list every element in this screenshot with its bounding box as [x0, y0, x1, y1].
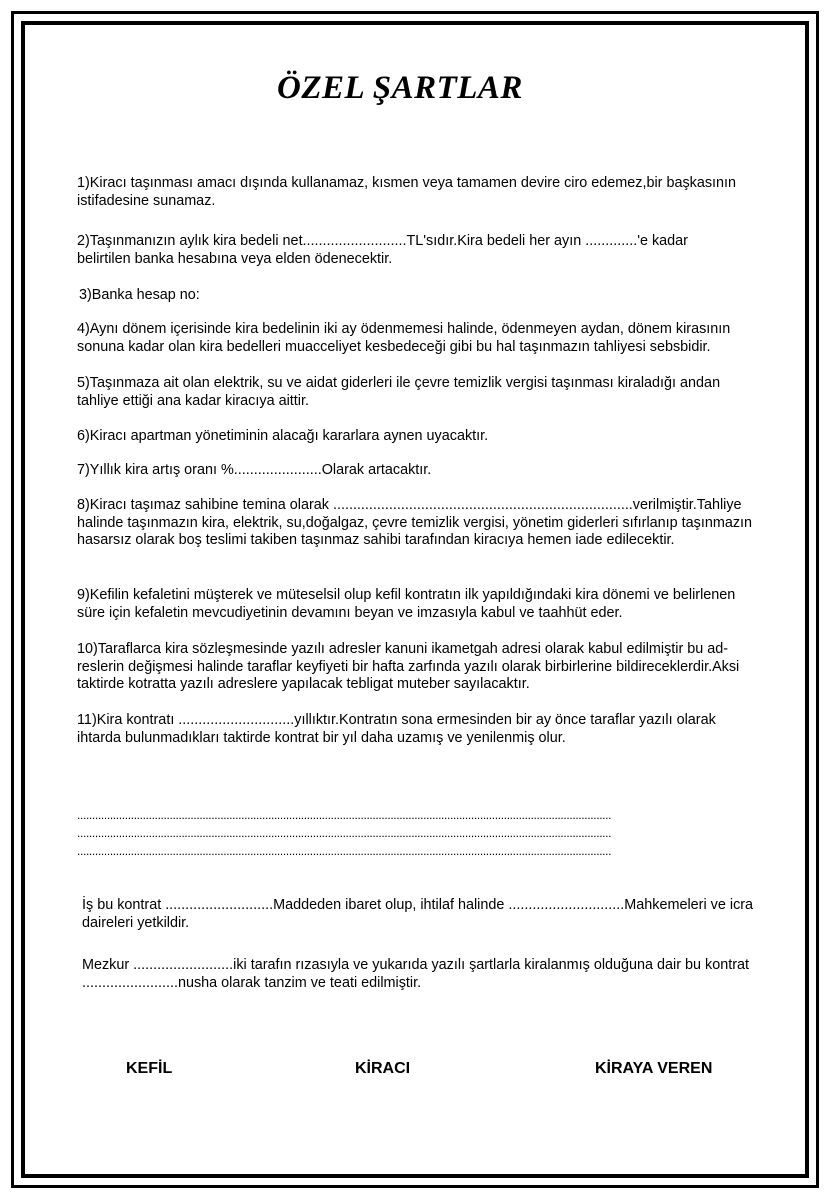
- clause-5: [77, 375, 720, 410]
- clause-8: [77, 497, 752, 550]
- signature-guarantor-label: KEFİL: [126, 1060, 173, 1077]
- clause-line: 10)Taraflarca kira sözleşmesinde yazılı adresler kanuni ikametgah adresi olarak kabul edilmiştir bu ad-: [77, 641, 729, 657]
- clause-line: 8)Kiracı taşımaz sahibine temina olarak ...........................................................................verilmiştir.Tahliye: [77, 497, 742, 513]
- document-title: ÖZEL ŞARTLAR: [277, 70, 523, 106]
- clause-line: 7)Yıllık kira artış oranı %......................Olarak artacaktır.: [77, 462, 432, 478]
- clause-line: 9)Kefilin kefaletini müşterek ve müteselsil olup kefil kontratın ilk yapıldığındaki kira dönemi ve belirlenen: [77, 587, 736, 603]
- blank-dotted-lines: [77, 806, 611, 860]
- clause-line: 3)Banka hesap no:: [79, 287, 200, 303]
- signature-tenant-label: KİRACI: [355, 1060, 411, 1077]
- clause-line: sonuna kadar olan kira bedelleri muacceliyet kesbedeceği gibi bu hal taşınmazın tahliyesi sebsbidir.: [77, 338, 711, 355]
- closing-line: daireleri yetkildir.: [82, 914, 190, 931]
- clause-line: 2)Taşınmanızın aylık kira bedeli net..........................TL'sıdır.Kira bedeli her ayın .............'e kadar: [77, 233, 688, 249]
- clause-4: [77, 321, 730, 356]
- signature-landlord-label: KİRAYA VEREN: [595, 1060, 713, 1077]
- clause-line: süre için kefaletin mevcudiyetinin devamını beyan ve imzasıyla kabul ve taahhüt eder.: [77, 604, 623, 621]
- clause-10: [77, 641, 739, 694]
- clause-9: [77, 587, 735, 622]
- clause-6: [77, 428, 488, 446]
- dotted-line: ...................................................................................................................................................................................: [77, 826, 612, 840]
- clause-line: belirtilen banka hesabına veya elden ödenecektir.: [77, 250, 393, 267]
- clause-line: istifadesine sunamaz.: [77, 192, 216, 209]
- clause-line: ihtarda bulunmadıkları taktirde kontrat bir yıl daha uzamış ve yenilenmiş olur.: [77, 729, 566, 746]
- dotted-line: ...................................................................................................................................................................................: [77, 808, 612, 822]
- dotted-line: ...................................................................................................................................................................................: [77, 844, 612, 858]
- consent-paragraph: [82, 957, 749, 992]
- clause-line: reslerin değişmesi halinde taraflar keyfiyeti bir hafta zarfında yazılı olarak birbirlerine bildireceklerdir.Aksi: [77, 658, 740, 675]
- clause-line: halinde taşınmazın kira, elektrik, su,doğalgaz, çevre temizlik vergisi, yönetim giderleri sıfırlanıp taşınmazın: [77, 514, 753, 531]
- closing-line: Mezkur .........................iki tarafın rızasıyla ve yukarıda yazılı şartlarla kiralanmış olduğuna dair bu kontrat: [82, 957, 750, 973]
- clause-line: 11)Kira kontratı .............................yıllıktır.Kontratın sona ermesinden bir ay önce taraflar yazılı olarak: [77, 712, 716, 728]
- clause-line: 6)Kiracı apartman yönetiminin alacağı kararlara aynen uyacaktır.: [77, 428, 489, 444]
- clause-line: 5)Taşınmaza ait olan elektrik, su ve aidat giderleri ile çevre temizlik vergisi taşınması kiraladığı andan: [77, 375, 721, 391]
- clause-7: [77, 462, 431, 480]
- clause-line: 1)Kiracı taşınması amacı dışında kullanamaz, kısmen veya tamamen devire ciro edemez,bir başkasının: [77, 175, 737, 191]
- clause-line: taktirde kotratta yazılı adreslere yapılacak tebligat muteber sayılacaktır.: [77, 676, 530, 692]
- clause-line: 4)Aynı dönem içerisinde kira bedelinin iki ay ödenmemesi halinde, ödenmeyen aydan, dönem kirasının: [77, 321, 731, 337]
- clause-11: [77, 712, 716, 747]
- jurisdiction-paragraph: [82, 897, 753, 932]
- clause-line: hasarsız olarak boş teslimi takiben taşınmaz sahibi tarafından kiracıya hemen iade edilecektir.: [77, 532, 675, 548]
- clause-2: [77, 233, 688, 268]
- closing-line: ........................nusha olarak tanzim ve teati edilmiştir.: [82, 974, 422, 991]
- clause-line: tahliye ettiği ana kadar kiracıya aittir.: [77, 392, 309, 409]
- closing-line: İş bu kontrat ...........................Maddeden ibaret olup, ihtilaf halinde .............................Mahkemeleri ve icra: [82, 897, 754, 913]
- clause-1: [77, 175, 736, 210]
- clause-3: [79, 287, 200, 305]
